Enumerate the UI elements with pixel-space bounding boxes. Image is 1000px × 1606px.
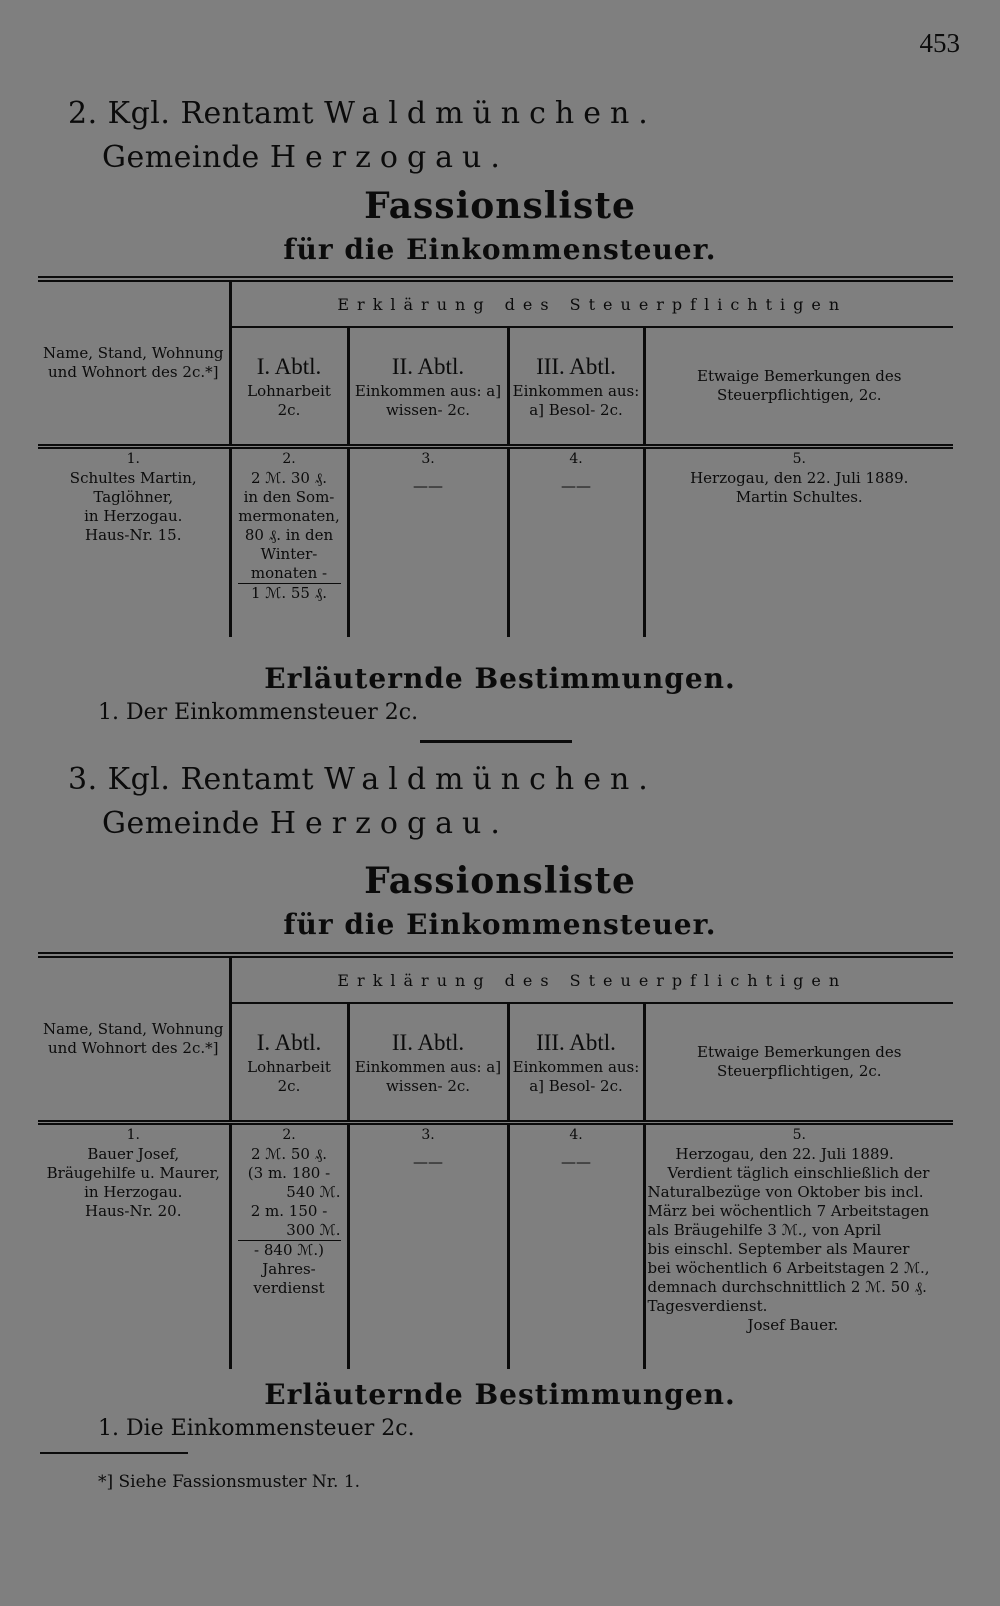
section1-rentamt: 2. Kgl. Rentamt (68, 96, 315, 131)
abt1-label: I. Abtl. (256, 354, 322, 379)
col-number: 2. (230, 447, 348, 470)
cell-line: bis einschl. September als Maurer (647, 1240, 910, 1258)
section2-heading-line1 (68, 758, 657, 802)
section2-subtitle: für die Einkommensteuer. (283, 908, 717, 941)
cell-line: mermonaten, (238, 507, 340, 525)
section1-heading-line2 (68, 136, 657, 180)
cell-line: als Bräugehilfe 3 ℳ., von April (647, 1221, 882, 1239)
section1-table (38, 276, 953, 637)
col-number: 4. (508, 1123, 644, 1146)
col-number: 3. (348, 1123, 508, 1146)
cell-line: Herzogau, den 22. Juli 1889. (675, 1145, 894, 1163)
cell-line: verdienst (253, 1279, 325, 1297)
table-cell-remarks (644, 1145, 953, 1369)
cell-line: in den Som- (243, 488, 335, 506)
abt2-label: II. Abtl. (391, 354, 465, 379)
abt3-header (508, 1003, 644, 1123)
cell-total: - 840 ℳ.) (238, 1240, 341, 1260)
cell-line: 80 ₰. in den (244, 526, 334, 544)
cell-line: 2 ℳ. 50 ₰. (250, 1145, 327, 1163)
cell-line: Haus-Nr. 20. (85, 1202, 182, 1220)
section2-heading (68, 758, 657, 846)
abt1-header (230, 1003, 348, 1123)
erklaerung-header: Erklärung des Steuerpflichtigen (230, 279, 953, 327)
cell-line: Verdient täglich einschließlich der (667, 1164, 930, 1182)
cell-line: monaten - (250, 564, 328, 582)
cell-line: März bei wöchentlich 7 Arbeitstagen (647, 1202, 930, 1220)
abt2-label: II. Abtl. (391, 1030, 465, 1055)
col-number: 4. (508, 447, 644, 470)
erklaerung-header: Erklärung des Steuerpflichtigen (230, 955, 953, 1003)
cell-line: Bauer Josef, (87, 1145, 180, 1163)
section2-erlaeuternde: Erläuternde Bestimmungen. (264, 1378, 736, 1411)
section1-gemeinde: Gemeinde (102, 140, 260, 175)
cell-signature: Josef Bauer. (747, 1316, 839, 1334)
footnote-rule (40, 1452, 188, 1454)
cell-dash: —— (413, 477, 443, 495)
section-divider (420, 740, 572, 743)
section2-gemeinde-place: Herzogau. (269, 806, 509, 841)
cell-line: (3 m. 180 - (247, 1164, 331, 1182)
col-number: 5. (644, 447, 953, 470)
section1-heading (68, 92, 657, 180)
col-name-header: Name, Stand, Wohnung und Wohnort des 2c.*] (38, 279, 230, 447)
col-number: 1. (38, 1123, 230, 1146)
abt1-sub: Lohnarbeit 2c. (247, 1058, 331, 1095)
abt3-label: III. Abtl. (536, 354, 616, 379)
abt3-label: III. Abtl. (536, 1030, 616, 1055)
footnote: *] Siehe Fassionsmuster Nr. 1. (98, 1472, 361, 1492)
cell-line: Winter- (260, 545, 318, 563)
abt1-header (230, 327, 348, 447)
section1-subtitle: für die Einkommensteuer. (283, 233, 717, 266)
col-number: 3. (348, 447, 508, 470)
section2-title: Fassionsliste (364, 860, 636, 902)
remarks-header: Etwaige Bemerkungen des Steuerpflichtigen, 2c. (697, 367, 902, 404)
cell-line: 300 ℳ. (286, 1221, 341, 1239)
section2-rentamt-place: Waldmünchen. (324, 762, 657, 797)
cell-line: Naturalbezüge von Oktober bis incl. (647, 1183, 924, 1201)
cell-line: Taglöhner, (93, 488, 174, 506)
cell-dash: —— (561, 477, 591, 495)
table-cell-name (38, 469, 230, 637)
cell-line: 2 ℳ. 30 ₰. (250, 469, 327, 487)
col-number: 2. (230, 1123, 348, 1146)
table-cell-abt2 (348, 469, 508, 637)
cell-line: Tagesverdienst. (647, 1297, 768, 1315)
cell-line: Jahres- (262, 1260, 316, 1278)
cell-line: Schultes Martin, (69, 469, 197, 487)
cell-line: Martin Schultes. (735, 488, 863, 506)
section1-gemeinde-place: Herzogau. (269, 140, 509, 175)
table-cell-abt1 (230, 1145, 348, 1369)
section1-title: Fassionsliste (364, 185, 636, 227)
section1-erlaeuternde: Erläuternde Bestimmungen. (264, 662, 736, 695)
abt3-sub: Einkommen aus: a] Besol- 2c. (512, 1058, 640, 1095)
section1-rentamt-place: Waldmünchen. (324, 96, 657, 131)
table-cell-name (38, 1145, 230, 1369)
abt3-header (508, 327, 644, 447)
cell-dash: —— (561, 1153, 591, 1171)
cell-line: Bräugehilfe u. Maurer, (46, 1164, 220, 1182)
table-cell-abt1 (230, 469, 348, 637)
cell-dash: —— (413, 1153, 443, 1171)
abt3-sub: Einkommen aus: a] Besol- 2c. (512, 382, 640, 419)
remarks-header: Etwaige Bemerkungen des Steuerpflichtigen, 2c. (697, 1043, 902, 1080)
section2-note: 1. Die Einkommensteuer 2c. (98, 1416, 415, 1441)
section2-heading-line2 (68, 802, 657, 846)
cell-line: in Herzogau. (84, 507, 183, 525)
abt2-header (348, 327, 508, 447)
section1-heading-line1 (68, 92, 657, 136)
page-number: 453 (919, 28, 960, 58)
section2-table (38, 952, 953, 1369)
section2-gemeinde: Gemeinde (102, 806, 260, 841)
abt2-sub: Einkommen aus: a] wissen- 2c. (354, 382, 502, 419)
abt1-label: I. Abtl. (256, 1030, 322, 1055)
col-name-header: Name, Stand, Wohnung und Wohnort des 2c.*] (38, 955, 230, 1123)
table-cell-abt2 (348, 1145, 508, 1369)
cell-line: Herzogau, den 22. Juli 1889. (690, 469, 909, 487)
cell-total: 1 ℳ. 55 ₰. (238, 583, 341, 603)
table-cell-abt3 (508, 1145, 644, 1369)
section1-note: 1. Der Einkommensteuer 2c. (98, 700, 419, 725)
abt2-header (348, 1003, 508, 1123)
col-number: 1. (38, 447, 230, 470)
cell-line: in Herzogau. (84, 1183, 183, 1201)
abt2-sub: Einkommen aus: a] wissen- 2c. (354, 1058, 502, 1095)
table-cell-abt3 (508, 469, 644, 637)
cell-line: 2 m. 150 - (250, 1202, 328, 1220)
table-cell-remarks (644, 469, 953, 637)
section2-rentamt: 3. Kgl. Rentamt (68, 762, 315, 797)
cell-line: 540 ℳ. (286, 1183, 341, 1201)
abt1-sub: Lohnarbeit 2c. (247, 382, 331, 419)
col-number: 5. (644, 1123, 953, 1146)
cell-line: bei wöchentlich 6 Arbeitstagen 2 ℳ., (647, 1259, 930, 1277)
cell-line: demnach durchschnittlich 2 ℳ. 50 ₰. (647, 1278, 927, 1296)
cell-line: Haus-Nr. 15. (85, 526, 182, 544)
